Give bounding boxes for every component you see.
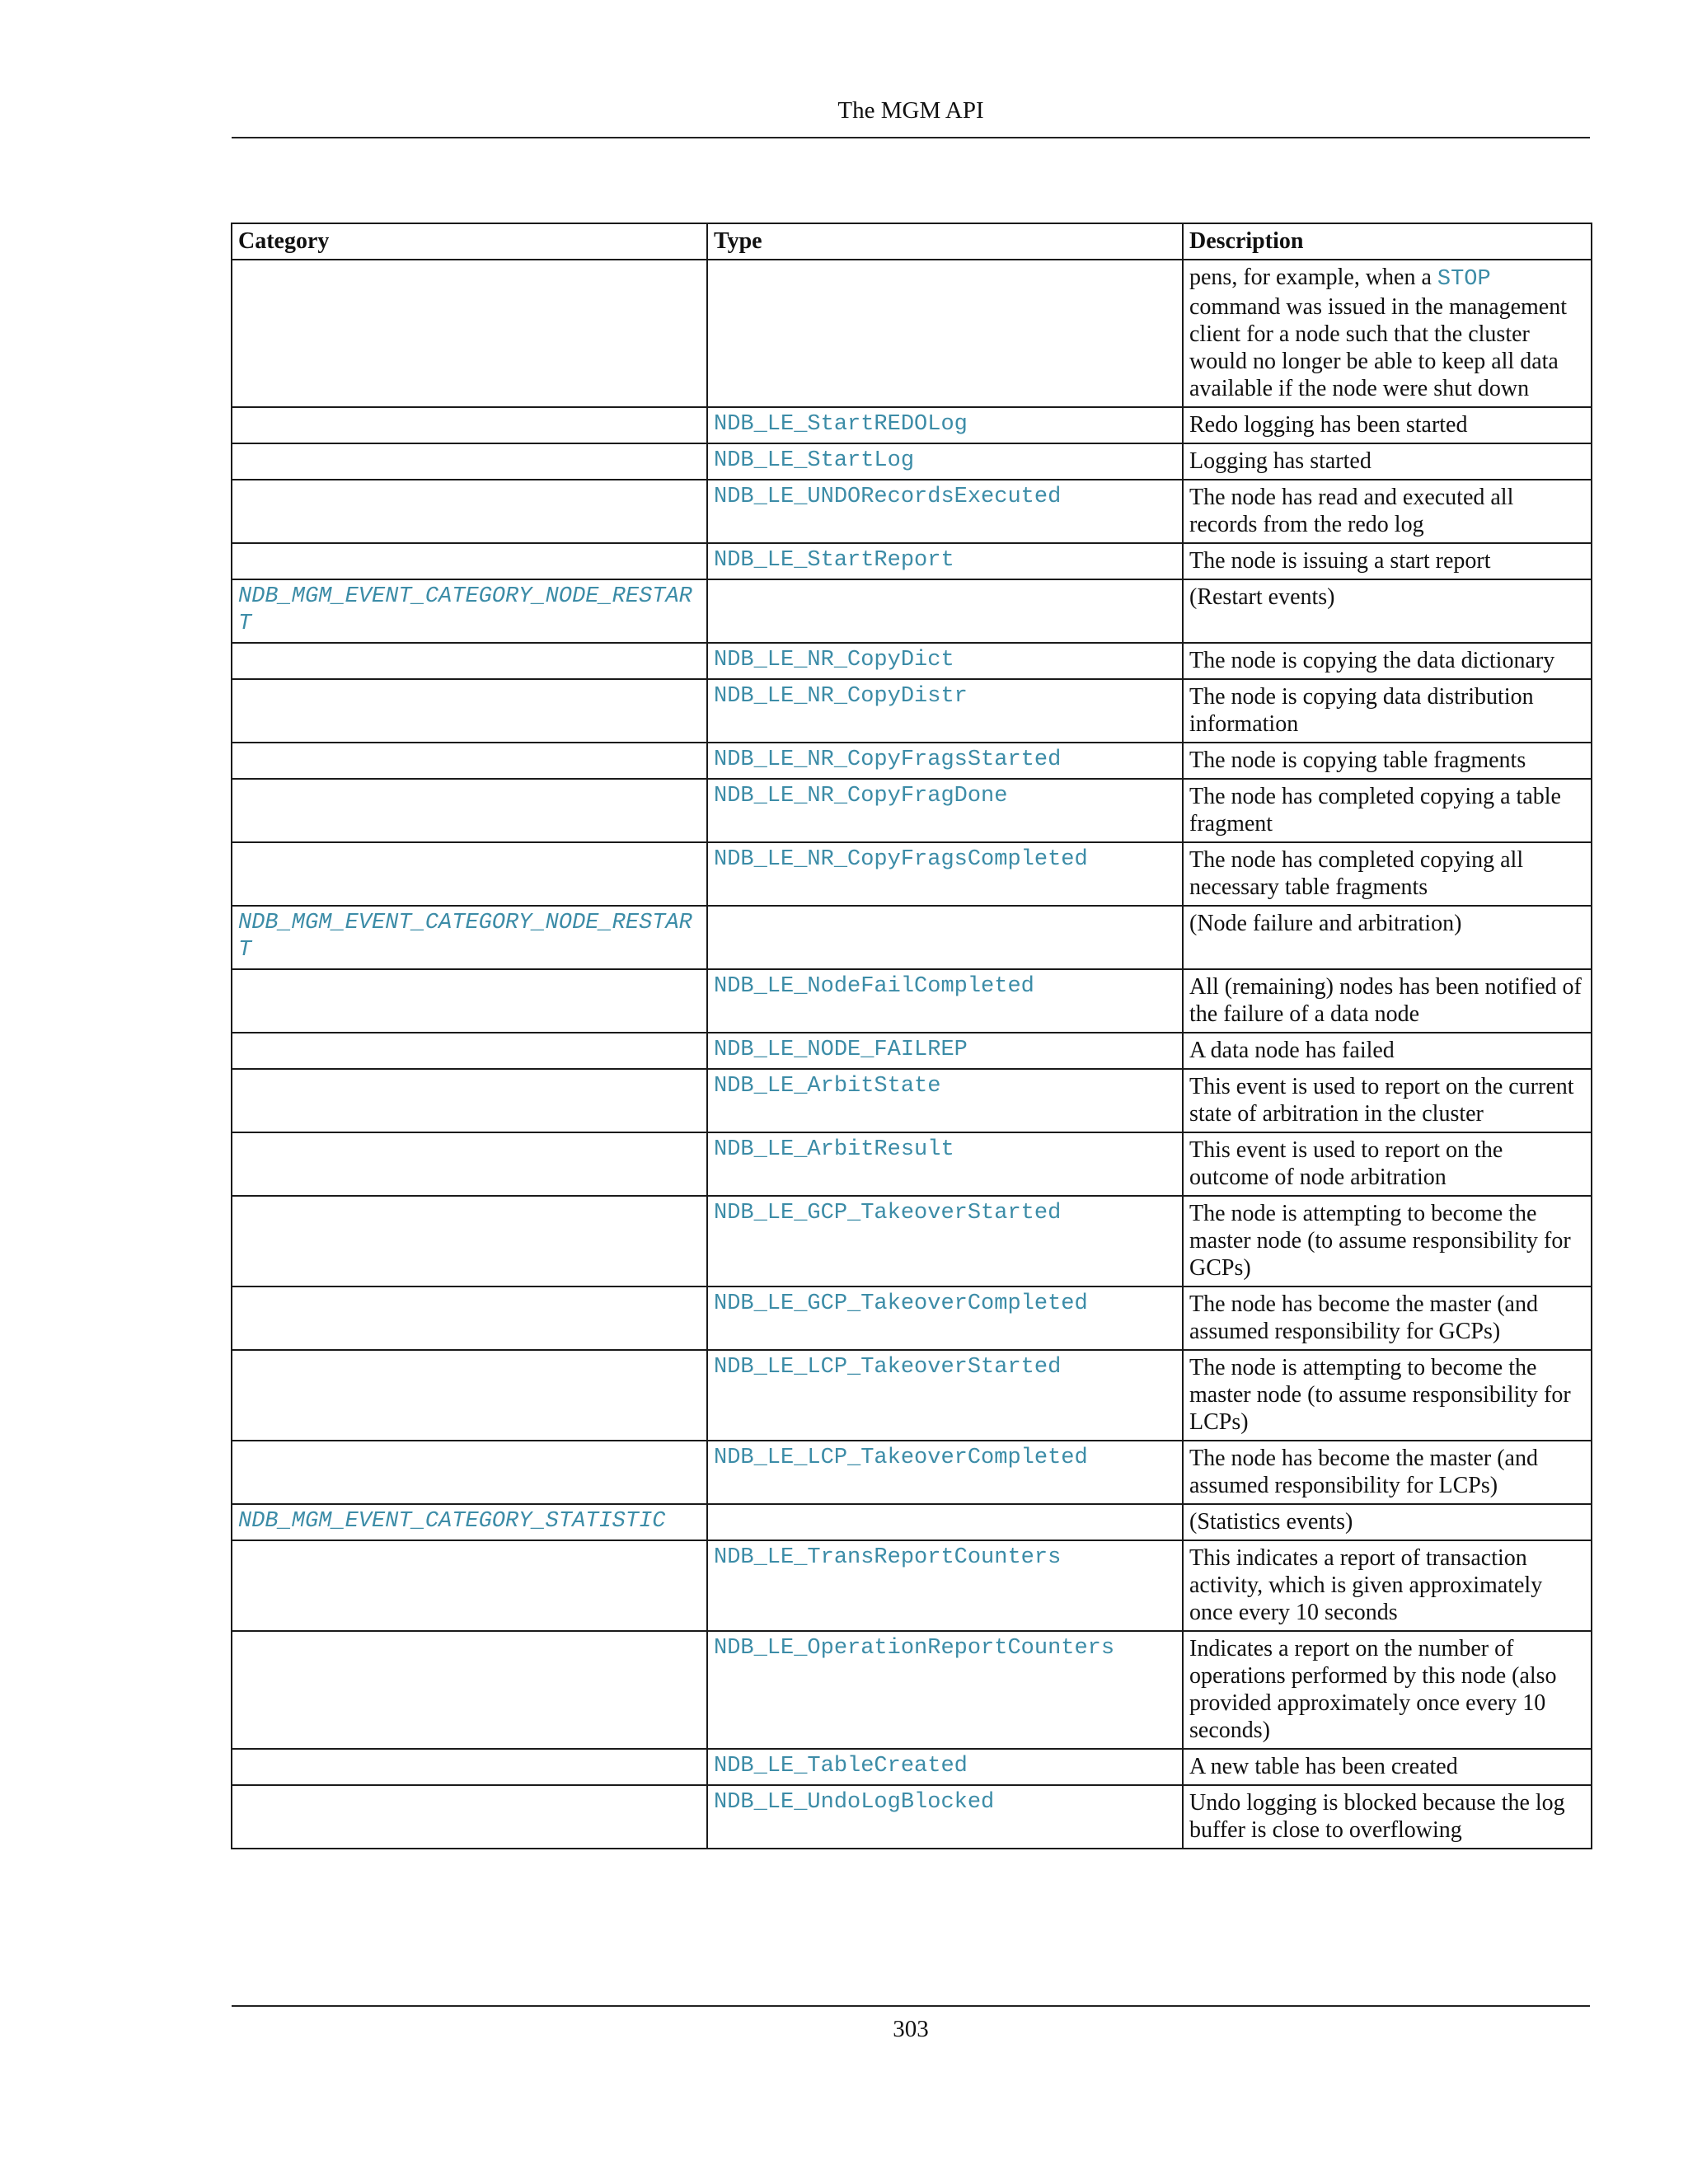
table-row bbox=[232, 1504, 1592, 1540]
stop-command-code: STOP bbox=[1437, 267, 1491, 292]
type-cell: NDB_LE_StartREDOLog bbox=[707, 407, 1183, 443]
table-row bbox=[232, 1749, 1592, 1785]
description-cell: The node has become the master (and assumed responsibility for LCPs) bbox=[1183, 1441, 1592, 1504]
category-cell bbox=[232, 543, 707, 579]
description-cell: Logging has started bbox=[1183, 443, 1592, 480]
footer-divider bbox=[232, 2005, 1590, 2007]
category-cell bbox=[232, 842, 707, 906]
table-row bbox=[232, 1132, 1592, 1196]
table-row bbox=[232, 906, 1592, 969]
table-row bbox=[232, 260, 1592, 407]
description-cell: The node has completed copying a table fragment bbox=[1183, 779, 1592, 842]
description-cell: All (remaining) nodes has been notified of the failure of a data node bbox=[1183, 969, 1592, 1033]
type-cell: NDB_LE_NODE_FAILREP bbox=[707, 1033, 1183, 1069]
type-cell: NDB_LE_ArbitState bbox=[707, 1069, 1183, 1132]
type-cell: NDB_LE_NR_CopyDict bbox=[707, 643, 1183, 679]
category-cell bbox=[232, 1069, 707, 1132]
type-cell: NDB_LE_StartReport bbox=[707, 543, 1183, 579]
type-cell: NDB_LE_NodeFailCompleted bbox=[707, 969, 1183, 1033]
description-cell: Redo logging has been started bbox=[1183, 407, 1592, 443]
type-cell: NDB_LE_ArbitResult bbox=[707, 1132, 1183, 1196]
table-row bbox=[232, 443, 1592, 480]
table-row bbox=[232, 480, 1592, 543]
event-types-table bbox=[231, 223, 1592, 1849]
column-header-type: Type bbox=[707, 223, 1183, 260]
column-header-description: Description bbox=[1183, 223, 1592, 260]
category-cell bbox=[232, 1196, 707, 1286]
category-cell bbox=[232, 643, 707, 679]
table-row bbox=[232, 643, 1592, 679]
type-cell: NDB_LE_NR_CopyDistr bbox=[707, 679, 1183, 743]
type-cell bbox=[707, 906, 1183, 969]
description-cell: This event is used to report on the outcome of node arbitration bbox=[1183, 1132, 1592, 1196]
table-row bbox=[232, 543, 1592, 579]
category-cell bbox=[232, 743, 707, 779]
table-row bbox=[232, 1540, 1592, 1631]
category-cell bbox=[232, 1785, 707, 1849]
description-cell: The node has completed copying all necessary table fragments bbox=[1183, 842, 1592, 906]
table-row bbox=[232, 407, 1592, 443]
category-cell bbox=[232, 443, 707, 480]
description-cell: The node is issuing a start report bbox=[1183, 543, 1592, 579]
description-cell: This event is used to report on the current state of arbitration in the cluster bbox=[1183, 1069, 1592, 1132]
table-header-row bbox=[232, 223, 1592, 260]
description-cell: The node is attempting to become the master node (to assume responsibility for GCPs) bbox=[1183, 1196, 1592, 1286]
category-cell bbox=[232, 679, 707, 743]
category-cell: NDB_MGM_EVENT_CATEGORY_STATISTIC bbox=[232, 1504, 707, 1540]
category-cell bbox=[232, 1749, 707, 1785]
category-cell: NDB_MGM_EVENT_CATEGORY_NODE_RESTART bbox=[232, 906, 707, 969]
category-cell bbox=[232, 407, 707, 443]
table-row bbox=[232, 1350, 1592, 1441]
page-header-title: The MGM API bbox=[837, 97, 984, 124]
header-divider bbox=[232, 137, 1590, 138]
type-cell: NDB_LE_NR_CopyFragsStarted bbox=[707, 743, 1183, 779]
category-cell bbox=[232, 260, 707, 407]
description-cell: The node is copying the data dictionary bbox=[1183, 643, 1592, 679]
category-cell bbox=[232, 1132, 707, 1196]
type-cell: NDB_LE_LCP_TakeoverStarted bbox=[707, 1350, 1183, 1441]
description-cell: The node is attempting to become the master node (to assume responsibility for LCPs) bbox=[1183, 1350, 1592, 1441]
description-cell: (Node failure and arbitration) bbox=[1183, 906, 1592, 969]
type-cell: NDB_LE_NR_CopyFragDone bbox=[707, 779, 1183, 842]
category-cell bbox=[232, 1540, 707, 1631]
table-row bbox=[232, 579, 1592, 643]
type-cell: NDB_LE_LCP_TakeoverCompleted bbox=[707, 1441, 1183, 1504]
category-cell bbox=[232, 779, 707, 842]
category-cell bbox=[232, 1033, 707, 1069]
page-number: 303 bbox=[893, 2016, 929, 2042]
description-text: command was issued in the management client for a node such that the cluster would no longer be able to keep all data available if the node were shut down bbox=[1189, 294, 1567, 401]
category-cell bbox=[232, 1350, 707, 1441]
description-cell: The node is copying table fragments bbox=[1183, 743, 1592, 779]
category-cell bbox=[232, 1441, 707, 1504]
type-cell: NDB_LE_UNDORecordsExecuted bbox=[707, 480, 1183, 543]
description-cell: A data node has failed bbox=[1183, 1033, 1592, 1069]
description-text: pens, for example, when a bbox=[1189, 265, 1437, 290]
table-row bbox=[232, 969, 1592, 1033]
table-row bbox=[232, 1196, 1592, 1286]
type-cell bbox=[707, 579, 1183, 643]
type-cell: NDB_LE_NR_CopyFragsCompleted bbox=[707, 842, 1183, 906]
table-row bbox=[232, 1785, 1592, 1849]
description-cell: The node is copying data distribution information bbox=[1183, 679, 1592, 743]
description-cell: (Statistics events) bbox=[1183, 1504, 1592, 1540]
column-header-category: Category bbox=[232, 223, 707, 260]
table-row bbox=[232, 1441, 1592, 1504]
category-cell: NDB_MGM_EVENT_CATEGORY_NODE_RESTART bbox=[232, 579, 707, 643]
description-cell: A new table has been created bbox=[1183, 1749, 1592, 1785]
type-cell: NDB_LE_StartLog bbox=[707, 443, 1183, 480]
category-cell bbox=[232, 969, 707, 1033]
type-cell bbox=[707, 1504, 1183, 1540]
table-row bbox=[232, 679, 1592, 743]
table-row bbox=[232, 842, 1592, 906]
table-row bbox=[232, 1033, 1592, 1069]
category-cell bbox=[232, 480, 707, 543]
table-row bbox=[232, 1069, 1592, 1132]
description-cell: (Restart events) bbox=[1183, 579, 1592, 643]
type-cell: NDB_LE_UndoLogBlocked bbox=[707, 1785, 1183, 1849]
table-row bbox=[232, 779, 1592, 842]
type-cell: NDB_LE_OperationReportCounters bbox=[707, 1631, 1183, 1749]
description-cell: Indicates a report on the number of operations performed by this node (also provided approximately once every 10 seconds) bbox=[1183, 1631, 1592, 1749]
table-row bbox=[232, 743, 1592, 779]
description-cell: The node has become the master (and assumed responsibility for GCPs) bbox=[1183, 1286, 1592, 1350]
description-cell: This indicates a report of transaction activity, which is given approximately once every 10 seconds bbox=[1183, 1540, 1592, 1631]
type-cell: NDB_LE_GCP_TakeoverStarted bbox=[707, 1196, 1183, 1286]
category-cell bbox=[232, 1286, 707, 1350]
type-cell bbox=[707, 260, 1183, 407]
table-row bbox=[232, 1286, 1592, 1350]
description-cell: The node has read and executed all records from the redo log bbox=[1183, 480, 1592, 543]
type-cell: NDB_LE_TransReportCounters bbox=[707, 1540, 1183, 1631]
description-cell: Undo logging is blocked because the log buffer is close to overflowing bbox=[1183, 1785, 1592, 1849]
type-cell: NDB_LE_GCP_TakeoverCompleted bbox=[707, 1286, 1183, 1350]
type-cell: NDB_LE_TableCreated bbox=[707, 1749, 1183, 1785]
table-row bbox=[232, 1631, 1592, 1749]
description-cell bbox=[1183, 260, 1592, 407]
category-cell bbox=[232, 1631, 707, 1749]
